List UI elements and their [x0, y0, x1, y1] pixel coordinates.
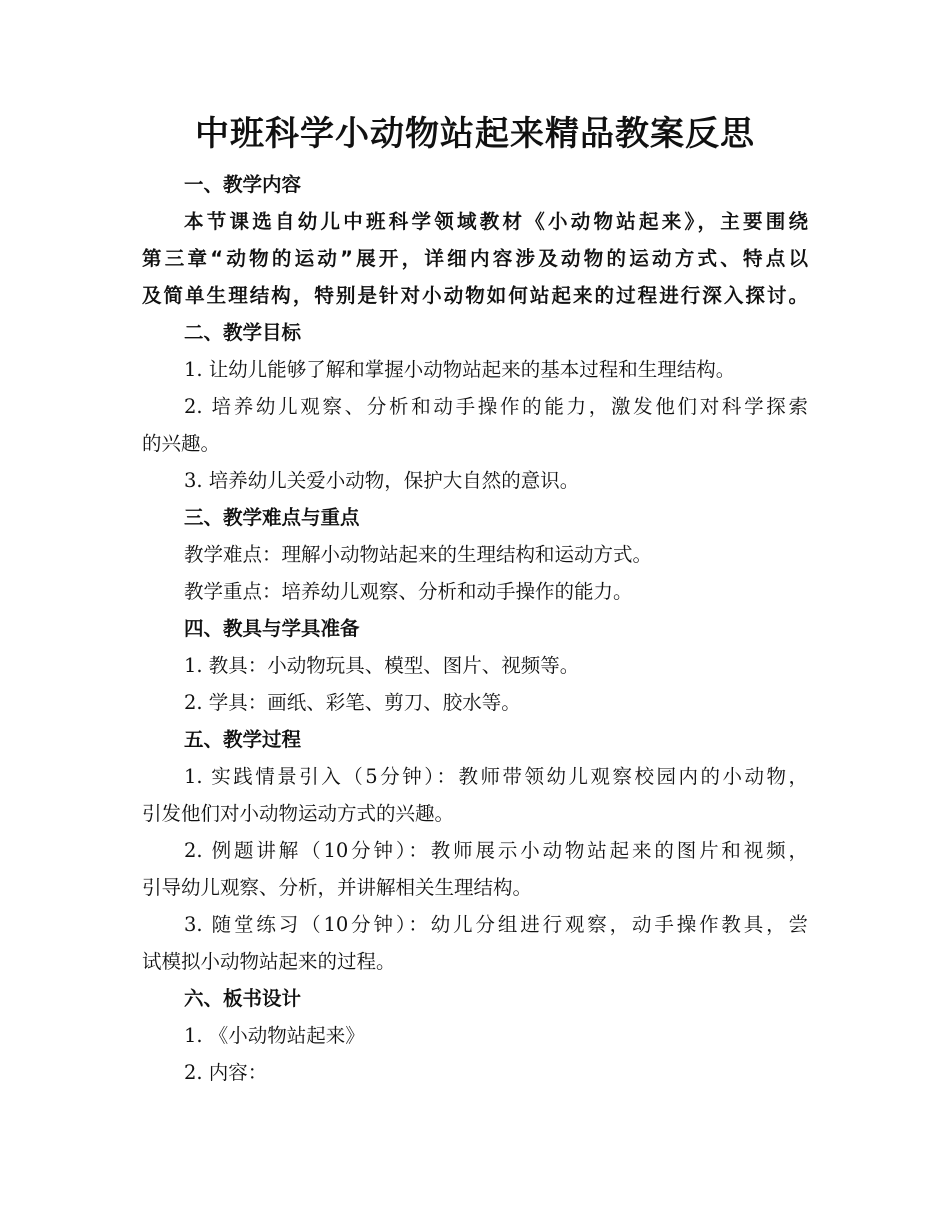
paragraph-line: 第三章“动物的运动”展开，详细内容涉及动物的运动方式、特点以 — [142, 247, 808, 270]
list-item: 3. 随堂练习（10分钟）：幼儿分组进行观察，动手操作教具，尝 — [184, 913, 808, 936]
paragraph-line: 本节课选自幼儿中班科学领域教材《小动物站起来》，主要围绕 — [184, 210, 808, 233]
list-item: 3. 培养幼儿关爱小动物，保护大自然的意识。 — [184, 469, 580, 492]
list-item: 2. 内容： — [184, 1061, 268, 1084]
list-item: 1. 实践情景引入（5分钟）：教师带领幼儿观察校园内的小动物， — [184, 765, 808, 788]
section-heading: 二、教学目标 — [184, 321, 302, 344]
list-item: 2. 培养幼儿观察、分析和动手操作的能力，激发他们对科学探索 — [184, 395, 808, 418]
document-title: 中班科学小动物站起来精品教案反思 — [195, 114, 755, 154]
list-item: 1. 教具：小动物玩具、模型、图片、视频等。 — [184, 654, 580, 677]
list-item: 1. 让幼儿能够了解和掌握小动物站起来的基本过程和生理结构。 — [184, 358, 736, 381]
list-item-continuation: 引发他们对小动物运动方式的兴趣。 — [142, 802, 455, 825]
document-body — [142, 166, 808, 1091]
section-heading: 三、教学难点与重点 — [184, 506, 360, 529]
list-item: 教学难点：理解小动物站起来的生理结构和运动方式。 — [184, 543, 653, 566]
list-item-continuation: 引导幼儿观察、分析，并讲解相关生理结构。 — [142, 876, 533, 899]
section-heading: 六、板书设计 — [184, 987, 302, 1010]
list-item-continuation: 的兴趣。 — [142, 432, 221, 455]
list-item-continuation: 试模拟小动物站起来的过程。 — [142, 950, 396, 973]
list-item: 1. 《小动物站起来》 — [184, 1024, 365, 1047]
list-item: 教学重点：培养幼儿观察、分析和动手操作的能力。 — [184, 580, 633, 603]
list-item: 2. 例题讲解（10分钟）：教师展示小动物站起来的图片和视频， — [184, 839, 808, 862]
paragraph-line: 及简单生理结构，特别是针对小动物如何站起来的过程进行深入探讨。 — [142, 284, 808, 307]
section-heading: 四、教具与学具准备 — [184, 617, 360, 640]
section-heading: 五、教学过程 — [184, 728, 302, 751]
list-item: 2. 学具：画纸、彩笔、剪刀、胶水等。 — [184, 691, 521, 714]
section-heading: 一、教学内容 — [184, 173, 302, 196]
